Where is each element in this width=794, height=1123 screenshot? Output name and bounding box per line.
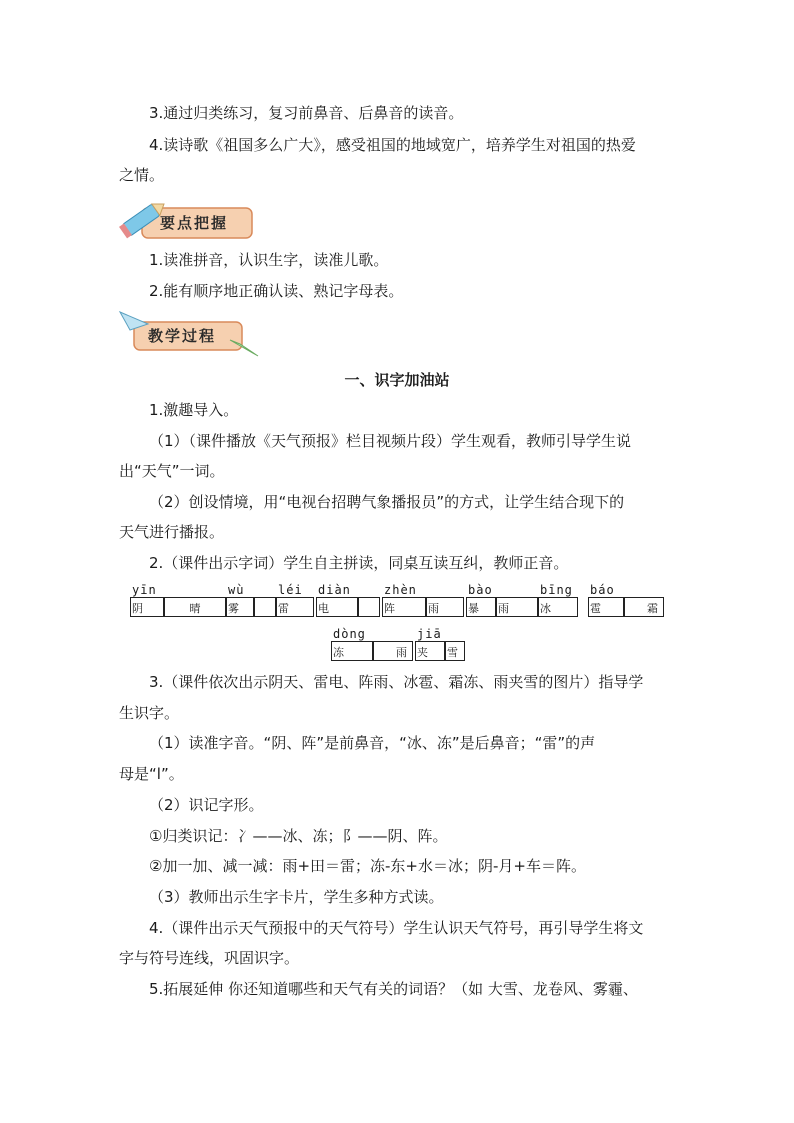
char-text: 雨 [396, 646, 407, 659]
step-3-c: （3）教师出示生字卡片，学生多种方式读。 [149, 888, 444, 906]
pinyin-text: wù [228, 583, 245, 597]
key-points-badge [118, 198, 258, 244]
char-cell [276, 583, 314, 617]
step-3-a: （1）读准字音。“阴、阵”是前鼻音，“冰、冻”是后鼻音；“雷”的声 [149, 734, 596, 752]
char-cell [415, 627, 445, 661]
char-text: 阵 [384, 602, 395, 615]
step-5: 5.拓展延伸 你还知道哪些和天气有关的词语？（如 大雪、龙卷风、雾霾、 [149, 980, 638, 998]
step-1-b-cont: 天气进行播报。 [119, 523, 225, 541]
char-text: 雨 [498, 602, 509, 615]
char-text: 雹 [590, 602, 601, 615]
pinyin-text: zhèn [384, 583, 417, 597]
step-3-b1: ①归类识记：冫——冰、冻；阝——阴、阵。 [149, 827, 448, 845]
step-2: 2.（课件出示字词）学生自主拼读，同桌互读互纠，教师正音。 [149, 554, 569, 572]
char-text: 暴 [468, 602, 479, 615]
pinyin-text: dòng [333, 627, 366, 641]
char-cell [588, 583, 624, 617]
process-badge [118, 308, 260, 360]
step-1-b: （2）创设情境，用“电视台招聘气象播报员”的方式，让学生结合现下的 [149, 493, 625, 511]
char-text: 夹 [417, 646, 428, 659]
pinyin-text: báo [590, 583, 615, 597]
char-cell [373, 627, 413, 661]
step-3-a-cont: 母是“l”。 [119, 765, 184, 783]
char-text: 雪 [447, 646, 458, 659]
char-cell [538, 583, 578, 617]
step-3-cont: 生识字。 [119, 704, 180, 722]
step-1-a: （1）（课件播放《天气预报》栏目视频片段）学生观看，教师引导学生说 [149, 432, 632, 450]
char-text: 霜 [647, 602, 658, 615]
pinyin-text: bīng [540, 583, 573, 597]
char-text: 雷 [278, 602, 289, 615]
step-3-b2: ②加一加、减一减：雨+田＝雷；冻-东+水＝冰；阴-月+车＝阵。 [149, 857, 586, 875]
char-cell [316, 583, 358, 617]
pinyin-text: jiā [417, 627, 442, 641]
objective-item-3: 3.通过归类练习，复习前鼻音、后鼻音的读音。 [149, 104, 464, 122]
char-text: 冻 [333, 646, 344, 659]
char-cell [331, 627, 373, 661]
objective-item-4-cont: 之情。 [119, 166, 165, 184]
char-cell [358, 583, 380, 617]
pinyin-text: yīn [132, 583, 157, 597]
char-cell [624, 583, 664, 617]
char-cell [130, 583, 164, 617]
step-4-cont: 字与符号连线，巩固识字。 [119, 949, 300, 967]
process-title: 教学过程 [148, 327, 217, 345]
pinyin-text: bào [468, 583, 493, 597]
key-points-title: 要点把握 [160, 214, 229, 232]
key-point-2: 2.能有顺序地正确认读、熟记字母表。 [149, 282, 404, 300]
char-cell [254, 583, 276, 617]
pinyin-row-1 [130, 583, 664, 617]
pinyin-text: diàn [318, 583, 351, 597]
step-3: 3.（课件依次出示阴天、雷电、阵雨、冰雹、霜冻、雨夹雪的图片）指导学 [149, 673, 644, 691]
key-point-1: 1.读准拼音，认识生字，读准儿歌。 [149, 251, 389, 269]
char-cell [466, 583, 496, 617]
char-cell [445, 627, 465, 661]
char-text: 雾 [228, 602, 239, 615]
step-3-b: （2）识记字形。 [149, 796, 264, 814]
char-text: 晴 [189, 602, 201, 615]
char-text: 雨 [428, 602, 439, 615]
char-cell [426, 583, 464, 617]
pinyin-text: léi [278, 583, 303, 597]
char-cell [496, 583, 538, 617]
step-1-a-cont: 出“天气”一词。 [119, 462, 225, 480]
section-title: 一、识字加油站 [344, 371, 450, 389]
objective-item-4: 4.读诗歌《祖国多么广大》，感受祖国的地域宽广，培养学生对祖国的热爱 [149, 136, 636, 154]
pinyin-row-2 [331, 627, 465, 661]
char-cell [164, 583, 226, 617]
char-cell [382, 583, 426, 617]
char-text: 冰 [540, 602, 551, 615]
char-text: 电 [318, 602, 329, 615]
step-4: 4.（课件出示天气预报中的天气符号）学生认识天气符号，再引导学生将文 [149, 919, 644, 937]
char-text: 阴 [132, 602, 143, 615]
step-1: 1.激趣导入。 [149, 401, 239, 419]
char-cell [226, 583, 254, 617]
